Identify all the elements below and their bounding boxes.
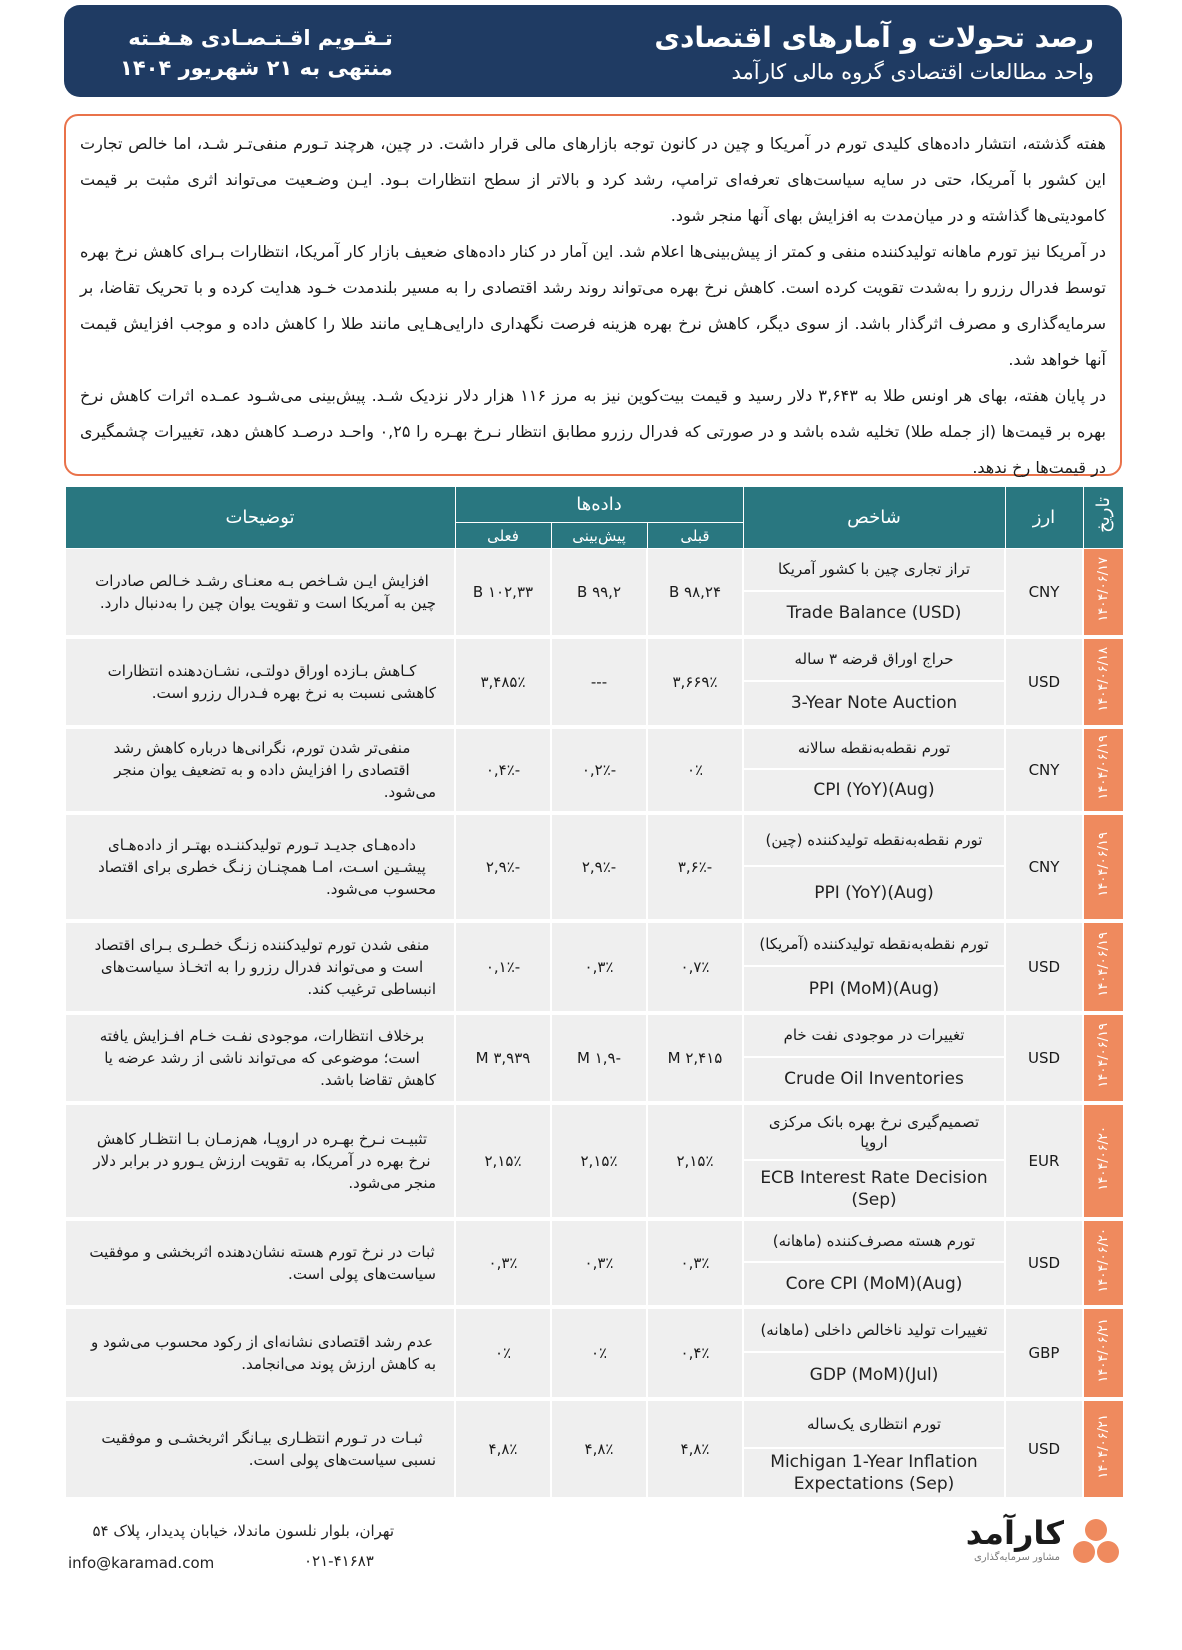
page-header xyxy=(64,5,1122,97)
email-text: info@karamad.com xyxy=(68,1554,215,1572)
indicator-english-name: 3-Year Note Auction xyxy=(790,693,958,713)
calendar-title: تـقـویم اقـتـصـادی هـفـته xyxy=(128,26,393,50)
row-notes: برخلاف انتظارات، موجودی نفـت خـام افـزایش یافته است؛ موضوعی که می‌تواند ناشی از رشد عرضه یا کاهش تقاضا باشد. xyxy=(65,1013,455,1103)
row-previous: ۹۸,۲۴ B xyxy=(647,549,743,637)
row-actual: ۰,۳٪ xyxy=(455,1219,551,1307)
three-circles-logo-icon xyxy=(1070,1516,1122,1568)
header-title-block xyxy=(654,19,1094,87)
row-indicator xyxy=(743,549,1005,637)
indicator-english-name: GDP (MoM)(Jul) xyxy=(809,1364,939,1385)
row-currency: USD xyxy=(1005,1013,1083,1103)
row-previous: ۰٪ xyxy=(647,727,743,813)
row-notes: عدم رشد اقتصادی نشانه‌ای از رکود محسوب می‌شود و به کاهش ارزش پوند می‌انجامد. xyxy=(65,1307,455,1399)
brand-logo xyxy=(952,1512,1122,1572)
table-row xyxy=(65,549,1123,637)
header-actual: فعلی xyxy=(455,523,551,549)
indicator-persian-name: تورم نقطه‌به‌نقطه تولیدکننده (آمریکا) xyxy=(744,923,1004,967)
row-indicator xyxy=(743,1013,1005,1103)
row-previous: ۰,۴٪ xyxy=(647,1307,743,1399)
table-row xyxy=(65,727,1123,813)
row-date: ۱۴۰۴/۰۶/۲۱ xyxy=(1083,1307,1123,1399)
row-forecast: ۰,۳٪ xyxy=(551,921,647,1013)
row-indicator xyxy=(743,1307,1005,1399)
row-notes: ثبـات در تـورم انتظـاری بیـانگر اثربخشـی و موفقیت نسبی سیاست‌های پولی است. xyxy=(65,1399,455,1499)
indicator-english-name: PPI (MoM)(Aug) xyxy=(808,978,940,999)
page-footer xyxy=(64,1512,1122,1642)
indicator-english-name: Crude Oil Inventories xyxy=(784,1069,964,1089)
row-date: ۱۴۰۴/۰۶/۱۹ xyxy=(1083,921,1123,1013)
row-notes: کـاهش بـازده اوراق دولتـی، نشـان‌دهنده انتظارات کاهشی نسبت به نرخ بهره فـدرال رزرو است. xyxy=(65,637,455,727)
row-notes: منفی‌تر شدن تورم، نگرانی‌ها درباره کاهش رشد اقتصادی را افزایش داده و به تضعیف یوان منجر می‌شود. xyxy=(65,727,455,813)
page-title: رصد تحولات و آمارهای اقتصادی xyxy=(654,21,1094,54)
table-row xyxy=(65,637,1123,727)
row-date: ۱۴۰۴/۰۶/۲۱ xyxy=(1083,1399,1123,1499)
row-date: ۱۴۰۴/۰۶/۱۹ xyxy=(1083,1013,1123,1103)
table-row xyxy=(65,1399,1123,1499)
row-forecast: ۴,۸٪ xyxy=(551,1399,647,1499)
indicator-persian-name: حراج اوراق قرضه ۳ ساله xyxy=(744,639,1004,682)
row-previous: ۲,۴۱۵ M xyxy=(647,1013,743,1103)
row-forecast: --- xyxy=(551,637,647,727)
header-currency: ارز xyxy=(1005,487,1083,549)
header-date: تاریخ xyxy=(1083,487,1123,549)
row-actual: ۲,۱۵٪ xyxy=(455,1103,551,1219)
row-notes: داده‌هـای جدیـد تـورم تولیدکننـده بهتـر از داده‌هـای پیشـین اسـت، امـا همچنـان زنـگ خطری برای اقتصاد محسوب می‌شود. xyxy=(65,813,455,921)
row-previous: -۳,۶٪ xyxy=(647,813,743,921)
row-notes: تثبیـت نـرخ بهـره در اروپـا، هم‌زمـان بـا انتظـار کاهش نرخ بهره در آمریکا، به تقویت ارزش یـورو در برابر دلار منجر می‌شود. xyxy=(65,1103,455,1219)
header-calendar-block xyxy=(120,23,393,83)
indicator-english-name: Michigan 1-Year Inflation Expectations (Sep) xyxy=(770,1451,978,1494)
row-currency: EUR xyxy=(1005,1103,1083,1219)
indicator-persian-name: تراز تجاری چین با کشور آمریکا xyxy=(744,549,1004,592)
economic-calendar-table xyxy=(64,486,1124,1501)
row-notes: افزایش ایـن شـاخص بـه معنـای رشـد خـالص صادرات چین به آمریکا است و تقویت یوان چین را به‌دنبال دارد. xyxy=(65,549,455,637)
indicator-persian-name: تورم انتظاری یک‌ساله xyxy=(744,1401,1004,1449)
row-actual: ۳,۴۸۵٪ xyxy=(455,637,551,727)
row-actual: -۰,۴٪ xyxy=(455,727,551,813)
indicator-english-name: Core CPI (MoM)(Aug) xyxy=(785,1273,963,1294)
header-forecast: پیش‌بینی xyxy=(551,523,647,549)
row-indicator xyxy=(743,637,1005,727)
summary-paragraph-3: در پایان هفته، بهای هر اونس طلا به ۳,۶۴۳ دلار رسید و قیمت بیت‌کوین نیز به مرز ۱۱۶ هزار دلار نزدیک شـد. پیش‌بینی می‌شـود عمـده اثرات کاهش نرخ بهره بر قیمت‌ها (از جمله طلا) تخلیه شده باشد و در صورتی که فدرال رزرو مطابق انتظار نـرخ بهـره را ۰,۲۵ واحـد درصـد کاهش دهد، تغییرات چشمگیری در قیمت‌ها رخ ندهد. xyxy=(80,386,1107,477)
row-date: ۱۴۰۴/۰۶/۲۰ xyxy=(1083,1219,1123,1307)
row-currency: CNY xyxy=(1005,727,1083,813)
row-previous: ۴,۸٪ xyxy=(647,1399,743,1499)
row-previous: ۳,۶۶۹٪ xyxy=(647,637,743,727)
header-notes: توضیحات xyxy=(65,487,455,549)
indicator-persian-name: تورم نقطه‌به‌نقطه تولیدکننده (چین) xyxy=(744,815,1004,867)
summary-paragraph-1: هفته گذشته، انتشار داده‌های کلیدی تورم در آمریکا و چین در کانون توجه بازارهای مالی قرار داشت. در چین، هرچند تـورم منفی‌تـر شـد، اما خالص تجارت این کشور با آمریکا، حتی در سایه سیاست‌های تعرفه‌ای ترامپ، رشد کرد و بالاتر از سطح انتظارات بـود. ایـن وضـعیت می‌تواند اثری مثبت بر قیمت کامودیتی‌ها گذاشته و در میان‌مدت به افزایش بهای آنها منجر شود. xyxy=(80,134,1106,225)
row-forecast: -۲,۹٪ xyxy=(551,813,647,921)
row-forecast: -۰,۲٪ xyxy=(551,727,647,813)
indicator-persian-name: تورم نقطه‌به‌نقطه سالانه xyxy=(744,729,1004,770)
row-actual: -۰,۱٪ xyxy=(455,921,551,1013)
weekly-summary-box xyxy=(64,114,1122,476)
table-row xyxy=(65,921,1123,1013)
header-data: داده‌ها xyxy=(455,487,743,523)
phone-text: ۰۲۱-۴۱۶۸۳ xyxy=(304,1552,374,1570)
row-actual: ۰٪ xyxy=(455,1307,551,1399)
row-date: ۱۴۰۴/۰۶/۱۹ xyxy=(1083,727,1123,813)
indicator-english-name: ECB Interest Rate Decision (Sep) xyxy=(760,1167,988,1210)
brand-tagline: مشاور سرمایه‌گذاری xyxy=(973,1552,1060,1563)
row-actual: ۴,۸٪ xyxy=(455,1399,551,1499)
row-notes: ثبات در نرخ تورم هسته نشان‌دهنده اثربخشی و موفقیت سیاست‌های پولی است. xyxy=(65,1219,455,1307)
address-text: تهران، بلوار نلسون ماندلا، خیابان پدیدار، پلاک ۵۴ xyxy=(92,1522,394,1540)
page-subtitle: واحد مطالعات اقتصادی گروه مالی کارآمد xyxy=(731,60,1094,84)
brand-name: کارآمد xyxy=(965,1514,1064,1552)
summary-paragraph-2: در آمریکا نیز تورم ماهانه تولیدکننده منفی و کمتر از پیش‌بینی‌ها اعلام شد. این آمار در کنار داده‌های ضعیف بازار کار آمریکا، انتظارات بـرای کاهش نرخ بهره توسط فدرال رزرو را به‌شدت تقویت کرده است. کاهش نرخ بهره می‌تواند روند رشد اقتصادی را به مسیر بلندمدت خـود هدایت کرده و با تحریک تقاضا، بر سرمایه‌گذاری و مصرف اثرگذار باشد. از سوی دیگر، کاهش نرخ بهره هزینه فرصت نگهداری دارایی‌هـایی مانند طلا را کاهش داده و موجب افزایش قیمت آنها خواهد شد. xyxy=(80,242,1106,369)
row-date: ۱۴۰۴/۰۶/۱۸ xyxy=(1083,637,1123,727)
row-currency: CNY xyxy=(1005,813,1083,921)
table-row xyxy=(65,1219,1123,1307)
calendar-period: منتهی به ۲۱ شهریور ۱۴۰۴ xyxy=(120,56,393,80)
row-actual: -۲,۹٪ xyxy=(455,813,551,921)
indicator-english-name: CPI (YoY)(Aug) xyxy=(813,780,935,800)
row-indicator xyxy=(743,1219,1005,1307)
row-actual: ۳,۹۳۹ M xyxy=(455,1013,551,1103)
row-previous: ۲,۱۵٪ xyxy=(647,1103,743,1219)
indicator-english-name: PPI (YoY)(Aug) xyxy=(814,882,934,903)
row-currency: USD xyxy=(1005,921,1083,1013)
row-currency: USD xyxy=(1005,637,1083,727)
indicator-persian-name: تصمیم‌گیری نرخ بهره بانک مرکزی اروپا xyxy=(744,1105,1004,1161)
row-indicator xyxy=(743,1399,1005,1499)
row-indicator xyxy=(743,921,1005,1013)
table-row xyxy=(65,1307,1123,1399)
indicator-persian-name: تورم هسته مصرف‌کننده (ماهانه) xyxy=(744,1221,1004,1263)
row-date: ۱۴۰۴/۰۶/۱۷ xyxy=(1083,549,1123,637)
row-actual: ۱۰۲,۳۳ B xyxy=(455,549,551,637)
row-currency: CNY xyxy=(1005,549,1083,637)
header-indicator: شاخص xyxy=(743,487,1005,549)
row-forecast: ۰,۳٪ xyxy=(551,1219,647,1307)
row-currency: USD xyxy=(1005,1219,1083,1307)
row-notes: منفی شدن تورم تولیدکننده زنـگ خطـری بـرای اقتصاد است و می‌تواند فدرال رزرو را به اتخـاذ سیاست‌های انبساطی ترغیب کند. xyxy=(65,921,455,1013)
row-currency: USD xyxy=(1005,1399,1083,1499)
row-indicator xyxy=(743,727,1005,813)
row-indicator xyxy=(743,1103,1005,1219)
row-forecast: -۱,۹ M xyxy=(551,1013,647,1103)
row-indicator xyxy=(743,813,1005,921)
table-row xyxy=(65,1103,1123,1219)
table-row xyxy=(65,813,1123,921)
row-date: ۱۴۰۴/۰۶/۲۰ xyxy=(1083,1103,1123,1219)
row-forecast: ۲,۱۵٪ xyxy=(551,1103,647,1219)
row-forecast: ۰٪ xyxy=(551,1307,647,1399)
row-currency: GBP xyxy=(1005,1307,1083,1399)
table-row xyxy=(65,1013,1123,1103)
row-forecast: ۹۹,۲ B xyxy=(551,549,647,637)
indicator-persian-name: تغییرات در موجودی نفت خام xyxy=(744,1015,1004,1058)
row-previous: ۰,۳٪ xyxy=(647,1219,743,1307)
row-previous: ۰,۷٪ xyxy=(647,921,743,1013)
header-previous: قبلی xyxy=(647,523,743,549)
indicator-persian-name: تغییرات تولید ناخالص داخلی (ماهانه) xyxy=(744,1309,1004,1353)
indicator-english-name: Trade Balance (USD) xyxy=(786,603,962,624)
row-date: ۱۴۰۴/۰۶/۱۹ xyxy=(1083,813,1123,921)
